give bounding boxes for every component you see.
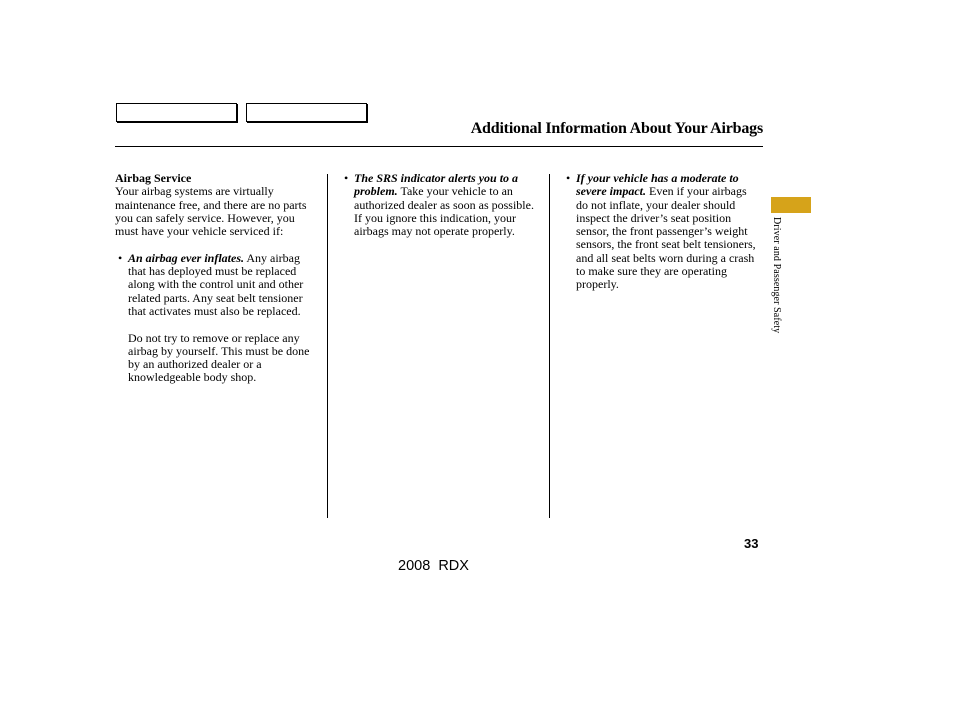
- bullet-lead: The SRS indicator alerts you to a problem.: [354, 171, 519, 199]
- bullet-dot: •: [566, 171, 571, 185]
- page-title: Additional Information About Your Airbags: [470, 120, 763, 137]
- column-divider: [327, 174, 328, 518]
- column-airbag-service: [115, 172, 320, 385]
- intro-paragraph: Your airbag systems are virtually maintenance free, and there are no parts you can safely service. However, you must have your vehicle serviced if:: [115, 184, 307, 239]
- nav-previous-button[interactable]: [116, 103, 237, 122]
- page-number: 33: [744, 536, 759, 551]
- warning-note: Do not try to remove or replace any airbag by yourself. This must be done by an authorized dealer or a knowledgeable body shop.: [128, 330, 310, 385]
- nav-next-button[interactable]: [246, 103, 367, 122]
- bullet-lead: An airbag ever inflates.: [128, 250, 244, 265]
- section-side-label: Driver and Passenger Safety: [771, 217, 782, 334]
- column-srs-indicator: [341, 172, 536, 238]
- column-impact: [563, 172, 759, 292]
- bullet-dot: •: [118, 250, 123, 265]
- bullet-srs-indicator: [341, 172, 536, 238]
- title-divider: [115, 146, 763, 147]
- bullet-airbag-inflates: [115, 252, 320, 318]
- section-tab-marker[interactable]: [771, 197, 811, 213]
- bullet-text: Take your vehicle to an authorized dealer as soon as possible. If you ignore this indication, your airbags may not operate properly.: [354, 184, 534, 239]
- footer-model-name: 2008 RDX: [398, 558, 469, 574]
- column-divider: [549, 174, 550, 518]
- bullet-dot: •: [344, 171, 349, 185]
- bullet-lead: If your vehicle has a moderate to severe impact.: [576, 171, 739, 199]
- bullet-text: Even if your airbags do not inflate, your dealer should inspect the driver’s seat position sensor, the front passenger’s weight sensors, the front seat belt tensioners, and all seat belts worn during a crash to make sure they are operating properly.: [576, 184, 756, 292]
- section-heading: Airbag Service: [115, 171, 192, 185]
- bullet-moderate-impact: [563, 172, 759, 292]
- bullet-text: Any airbag that has deployed must be replaced along with the control unit and other related parts. Any seat belt tensioner that activates must also be replaced.: [128, 250, 304, 318]
